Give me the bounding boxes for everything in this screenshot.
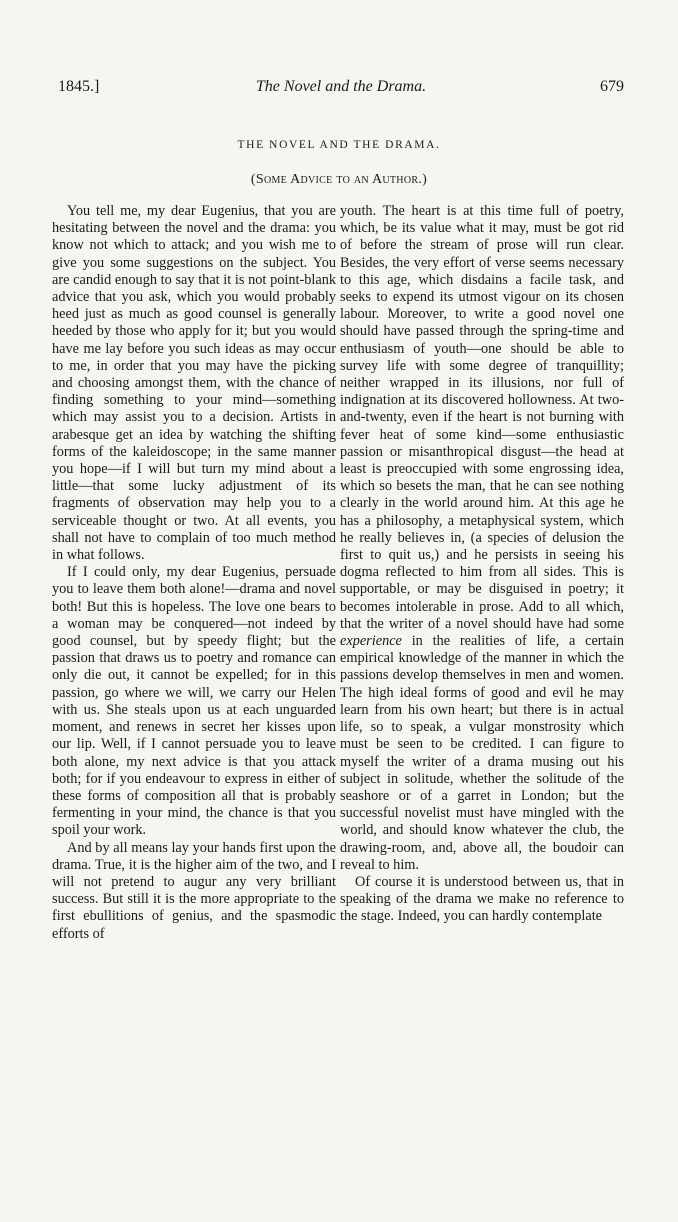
running-head — [58, 76, 624, 98]
article-title: THE NOVEL AND THE DRAMA. — [237, 139, 441, 151]
left-column — [52, 203, 336, 943]
paragraph: You tell me, my dear Eugenius, that you are hesitating between the novel and the drama: you know not which to attack; and you wish me to give you some suggestions on the subject. You are candid enough to say that it is not point-blank advice that you ask, which you would probably heed just as much as good counsel is generally heeded by those who apply for it; but you would have me lay before you such ideas as may occur to me, in order that you may have the picking and choosing amongst them, with the chance of finding something to your mind—something which may assist you to a decision. Artists in arabesque get an idea by watching the shifting forms of the kaleidoscope; in the same manner you hope—if I will but turn my mind about a little—that some lucky adjustment of its fragments of observation may help you to a serviceable thought or two. At all events, you shall not have to complain of too much method in what follows. — [52, 203, 336, 564]
right-column — [340, 203, 624, 926]
paragraph: Of course it is understood between us, that in speaking of the drama we make no reference to the stage. Indeed, you can hardly contemplate — [340, 873, 624, 925]
volume-year: 1845.] — [58, 78, 100, 95]
article-subtitle: (Some Advice to an Author.) — [250, 172, 428, 187]
paragraph-text: youth. The heart is at this time full of poetry, which, be its value what it may, must be got rid of before the stream of prose will run clear. Besides, the very effort of verse seems necessary to this age, which disdains a facile task, and seeks to expend its utmost vigour on its chosen labour. Moreover, to write a good novel one should have passed through the spring-time and enthusiasm of youth—one should be able to survey life with some degree of tranquillity; neither wrapped in its illusions, nor full of indignation at its discovered hollowness. At two-and-twenty, even if the heart is not burning with fever heat of some kind—some enthusiastic passion or misanthropical disgust—the head at least is preoccupied with some engrossing idea, which so besets the man, that he can see nothing clearly in the world around him. At this age he has a philosophy, a metaphysical system, which he really believes in, (a species of delusion the first to quit us,) and he persists in seeing his dogma reflected to him from all sides. This is supportable, or may be disguised in poetry; it becomes intolerable in prose. Add to all which, that the writer of a novel should have had some — [340, 203, 624, 632]
paragraph: If I could only, my dear Eugenius, persuade you to leave them both alone!—drama and novel both! But this is hopeless. The love one bears to a woman may be conquered—not indeed by good counsel, but by speedy flight; but the passion that draws us to poetry and romance can only die out, it cannot be expelled; for in this passion, go where we will, we carry our Helen with us. She steals upon us at each unguarded moment, and renews in secret her kisses upon our lip. Well, if I cannot persuade you to leave both alone, my next advice is that you attack both; for if you endeavour to express in either of these forms of composition all that is probably fermenting in your mind, the chance is that you spoil your work. — [52, 564, 336, 839]
paragraph-text: in the realities of life, a certain empirical knowledge of the manner in which the passions develop themselves in men and women. The high ideal forms of good and evil he may learn from his own heart; but there is in actual life, so to speak, a vulgar monstrosity which must be seen to be credited. I can figure to myself the writer of a drama musing out his subject in solitude, whether the solitude of the seashore or of a garret in London; but the successful novelist must have mingled with the world, and should know whatever the club, the drawing-room, and, above all, the boudoir can reveal to him. — [340, 633, 624, 873]
paragraph: And by all means lay your hands first upon the drama. True, it is the higher aim of the two, and I will not pretend to augur any very brilliant success. But still it is the more appropriate to the first ebullitions of genius, and the spasmodic efforts of — [52, 839, 336, 942]
page-number: 679 — [600, 78, 624, 95]
running-title: The Novel and the Drama. — [255, 78, 427, 95]
paragraph — [340, 203, 624, 874]
emphasis-text: experience — [340, 633, 402, 650]
